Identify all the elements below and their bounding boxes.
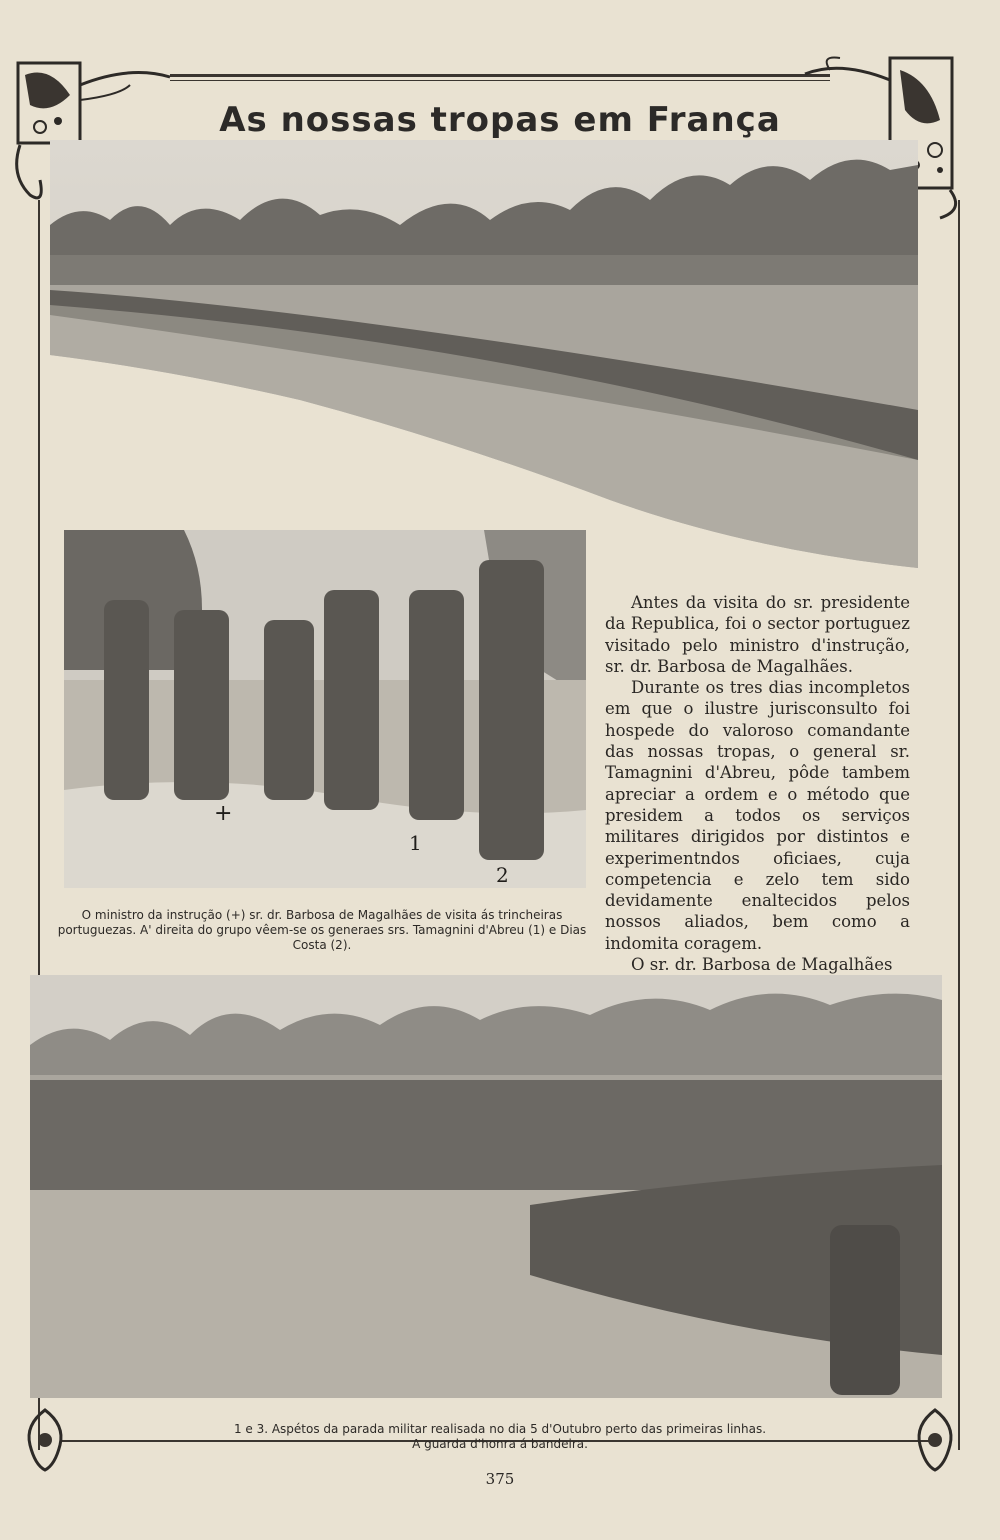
marching-troops-photo bbox=[50, 140, 918, 568]
article-text bbox=[605, 592, 910, 975]
bottom-left-ornament-icon bbox=[20, 1405, 70, 1475]
cross-mark: + bbox=[214, 801, 233, 826]
top-frame-rule bbox=[170, 74, 830, 77]
article-paragraph-1: Antes da visita do sr. presidente da Republica, foi o sector portuguez visitado pelo ministro d'instrução, sr. dr. Barbosa de Magalhães. bbox=[605, 593, 910, 676]
middle-photo-caption: O ministro da instrução (+) sr. dr. Barbosa de Magalhães de visita ás trincheiras portuguezas. A' direita do grupo vêem-se os generaes srs. Tamagnini d'Abreu (1) e Dias Costa (2). bbox=[57, 908, 587, 952]
article-paragraph-2: Durante os tres dias incompletos em que o ilustre jurisconsulto foi hospede do valoroso comandante das nossas tropas, o general sr. Tamagnini d'Abreu, pôde tambem apreciar a ordem e o método que presidem a todos os serviços militares dirigidos por distintos e experimentndos oficiaes, cuja competencia e zelo tem sido devidamente enaltecidos pelos nossos aliados, bem como a indomita coragem. bbox=[605, 678, 910, 953]
right-frame-rule bbox=[958, 200, 960, 1450]
page-number: 375 bbox=[485, 1470, 515, 1488]
bottom-photo-caption-line1: 1 e 3. Aspétos da parada militar realisada no dia 5 d'Outubro perto das primeiras linhas. bbox=[233, 1422, 767, 1436]
mark-two: 2 bbox=[496, 863, 509, 887]
article-paragraph-3: O sr. dr. Barbosa de Magalhães bbox=[631, 955, 893, 975]
mark-one: 1 bbox=[409, 831, 422, 855]
bottom-right-ornament-icon bbox=[910, 1405, 960, 1475]
parade-formation-photo bbox=[30, 975, 942, 1398]
page-title: As nossas tropas em França bbox=[219, 100, 781, 140]
bottom-photo-caption-line2: A guarda d'honra á bandeira. bbox=[412, 1437, 588, 1451]
officers-group-photo bbox=[64, 530, 586, 888]
top-frame-rule-thin bbox=[170, 80, 830, 81]
